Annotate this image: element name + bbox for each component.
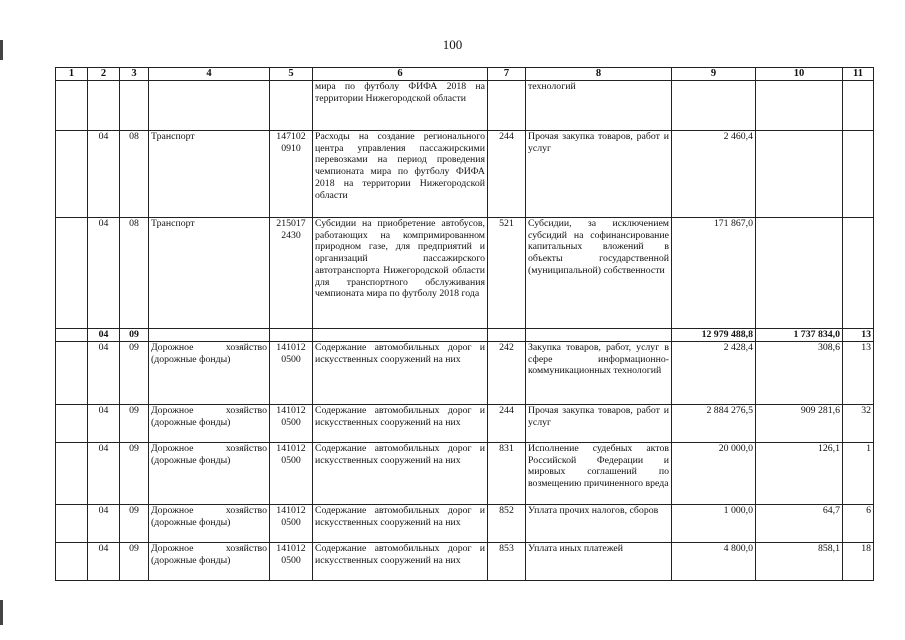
table-cell: 04 <box>88 505 120 543</box>
table-cell <box>313 329 488 342</box>
table-cell: Содержание автомобильных дорог и искусственных сооружений на них <box>313 443 488 505</box>
table-cell: 09 <box>120 329 149 342</box>
table-cell: 147102 0910 <box>270 131 313 218</box>
table-row <box>56 505 874 543</box>
table-cell: Исполнение судебных актов Российской Федерации и мировых соглашений по возмещению причиненного вреда <box>526 443 672 505</box>
table-row <box>56 131 874 218</box>
table-cell <box>526 329 672 342</box>
table-row <box>56 81 874 131</box>
table-cell <box>56 505 88 543</box>
table-cell: 18 <box>843 543 874 581</box>
table-cell <box>56 342 88 405</box>
table-cell: 09 <box>120 543 149 581</box>
column-header: 5 <box>270 68 313 81</box>
table-cell: 171 867,0 <box>672 218 756 329</box>
table-cell: 09 <box>120 342 149 405</box>
table-cell: 1 <box>843 443 874 505</box>
table-cell: Содержание автомобильных дорог и искусственных сооружений на них <box>313 543 488 581</box>
table-cell: Субсидии, за исключением субсидий на софинансирование капитальных вложений в объекты государственной (муниципальной) собственности <box>526 218 672 329</box>
table-cell: 242 <box>488 342 526 405</box>
table-cell: 2 884 276,5 <box>672 405 756 443</box>
scan-edge-mark-bottom <box>0 600 3 625</box>
table-cell: 141012 0500 <box>270 543 313 581</box>
table-cell: 909 281,6 <box>756 405 843 443</box>
table-cell: 04 <box>88 405 120 443</box>
table-cell <box>120 81 149 131</box>
table-cell: 215017 2430 <box>270 218 313 329</box>
table-cell: 08 <box>120 218 149 329</box>
table-cell <box>56 131 88 218</box>
table-cell <box>149 329 270 342</box>
table-row <box>56 342 874 405</box>
table-cell: Дорожное хозяйство (дорожные фонды) <box>149 342 270 405</box>
table-cell: 308,6 <box>756 342 843 405</box>
table-cell: 244 <box>488 405 526 443</box>
table-cell <box>488 81 526 131</box>
column-header: 10 <box>756 68 843 81</box>
table-cell: 852 <box>488 505 526 543</box>
table-row <box>56 218 874 329</box>
budget-table <box>55 67 874 581</box>
table-cell <box>270 81 313 131</box>
table-cell: 2 428,4 <box>672 342 756 405</box>
table-cell: Транспорт <box>149 131 270 218</box>
table-cell: 244 <box>488 131 526 218</box>
table-cell: 141012 0500 <box>270 443 313 505</box>
table-cell: 64,7 <box>756 505 843 543</box>
table-cell: 831 <box>488 443 526 505</box>
table-cell: 04 <box>88 543 120 581</box>
table-header-row <box>56 68 874 81</box>
table-cell: 13 <box>843 342 874 405</box>
table-row <box>56 405 874 443</box>
table-cell: Дорожное хозяйство (дорожные фонды) <box>149 443 270 505</box>
table-cell: 09 <box>120 443 149 505</box>
column-header: 6 <box>313 68 488 81</box>
table-cell: 4 800,0 <box>672 543 756 581</box>
table-row <box>56 543 874 581</box>
column-header: 9 <box>672 68 756 81</box>
table-cell: мира по футболу ФИФА 2018 на территории Нижегородской области <box>313 81 488 131</box>
table-cell: Субсидии на приобретение автобусов, работающих на компримированном природном газе, для предприятий и организаций пассажирского автотранспорта Нижегородской области для транспортного обслуживания чемпионата мира по футболу 2018 года <box>313 218 488 329</box>
table-cell: 08 <box>120 131 149 218</box>
table-cell: 04 <box>88 218 120 329</box>
table-cell <box>756 131 843 218</box>
table-cell: Транспорт <box>149 218 270 329</box>
table-cell: 141012 0500 <box>270 505 313 543</box>
table-cell: 09 <box>120 405 149 443</box>
table-cell: 20 000,0 <box>672 443 756 505</box>
table-cell: технологий <box>526 81 672 131</box>
column-header: 2 <box>88 68 120 81</box>
table-cell: Содержание автомобильных дорог и искусственных сооружений на них <box>313 405 488 443</box>
table-cell: 32 <box>843 405 874 443</box>
table-cell <box>756 218 843 329</box>
column-header: 7 <box>488 68 526 81</box>
table-cell: 04 <box>88 342 120 405</box>
table-cell: Дорожное хозяйство (дорожные фонды) <box>149 405 270 443</box>
table-cell <box>756 81 843 131</box>
table-cell <box>270 329 313 342</box>
table-cell: 04 <box>88 329 120 342</box>
table-cell: 521 <box>488 218 526 329</box>
table-cell: 04 <box>88 443 120 505</box>
table-cell: 09 <box>120 505 149 543</box>
table-row <box>56 443 874 505</box>
table-cell <box>488 329 526 342</box>
table-cell <box>56 443 88 505</box>
section-subtotal-row <box>56 329 874 342</box>
table-cell: Дорожное хозяйство (дорожные фонды) <box>149 543 270 581</box>
table-cell: 1 737 834,0 <box>756 329 843 342</box>
table-cell <box>56 543 88 581</box>
table-cell: 2 460,4 <box>672 131 756 218</box>
table-cell: 04 <box>88 131 120 218</box>
table-cell: Уплата прочих налогов, сборов <box>526 505 672 543</box>
table-cell: 141012 0500 <box>270 342 313 405</box>
table-cell: 12 979 488,8 <box>672 329 756 342</box>
page-number: 100 <box>442 37 463 52</box>
column-header: 4 <box>149 68 270 81</box>
table-cell: 141012 0500 <box>270 405 313 443</box>
table-cell <box>843 131 874 218</box>
column-header: 11 <box>843 68 874 81</box>
table-cell: 858,1 <box>756 543 843 581</box>
table-cell <box>843 81 874 131</box>
table-cell <box>56 81 88 131</box>
table-cell: 853 <box>488 543 526 581</box>
column-header: 1 <box>56 68 88 81</box>
table-cell <box>56 405 88 443</box>
table-cell: Закупка товаров, работ, услуг в сфере информационно-коммуникационных технологий <box>526 342 672 405</box>
table-cell <box>56 329 88 342</box>
table-cell <box>56 218 88 329</box>
table-cell: Дорожное хозяйство (дорожные фонды) <box>149 505 270 543</box>
table-cell: 13 <box>843 329 874 342</box>
table-cell: Расходы на создание регионального центра управления пассажирскими перевозками на период проведения чемпионата мира по футболу ФИФА 2018 на территории Нижегородской области <box>313 131 488 218</box>
table-cell: Содержание автомобильных дорог и искусственных сооружений на них <box>313 342 488 405</box>
table-cell: 1 000,0 <box>672 505 756 543</box>
table-cell <box>88 81 120 131</box>
table-cell: Содержание автомобильных дорог и искусственных сооружений на них <box>313 505 488 543</box>
table-cell <box>672 81 756 131</box>
table-cell: 6 <box>843 505 874 543</box>
table-cell: Уплата иных платежей <box>526 543 672 581</box>
table-cell: Прочая закупка товаров, работ и услуг <box>526 131 672 218</box>
table-cell: Прочая закупка товаров, работ и услуг <box>526 405 672 443</box>
table-cell: 126,1 <box>756 443 843 505</box>
column-header: 8 <box>526 68 672 81</box>
table-cell <box>149 81 270 131</box>
table-cell <box>843 218 874 329</box>
column-header: 3 <box>120 68 149 81</box>
